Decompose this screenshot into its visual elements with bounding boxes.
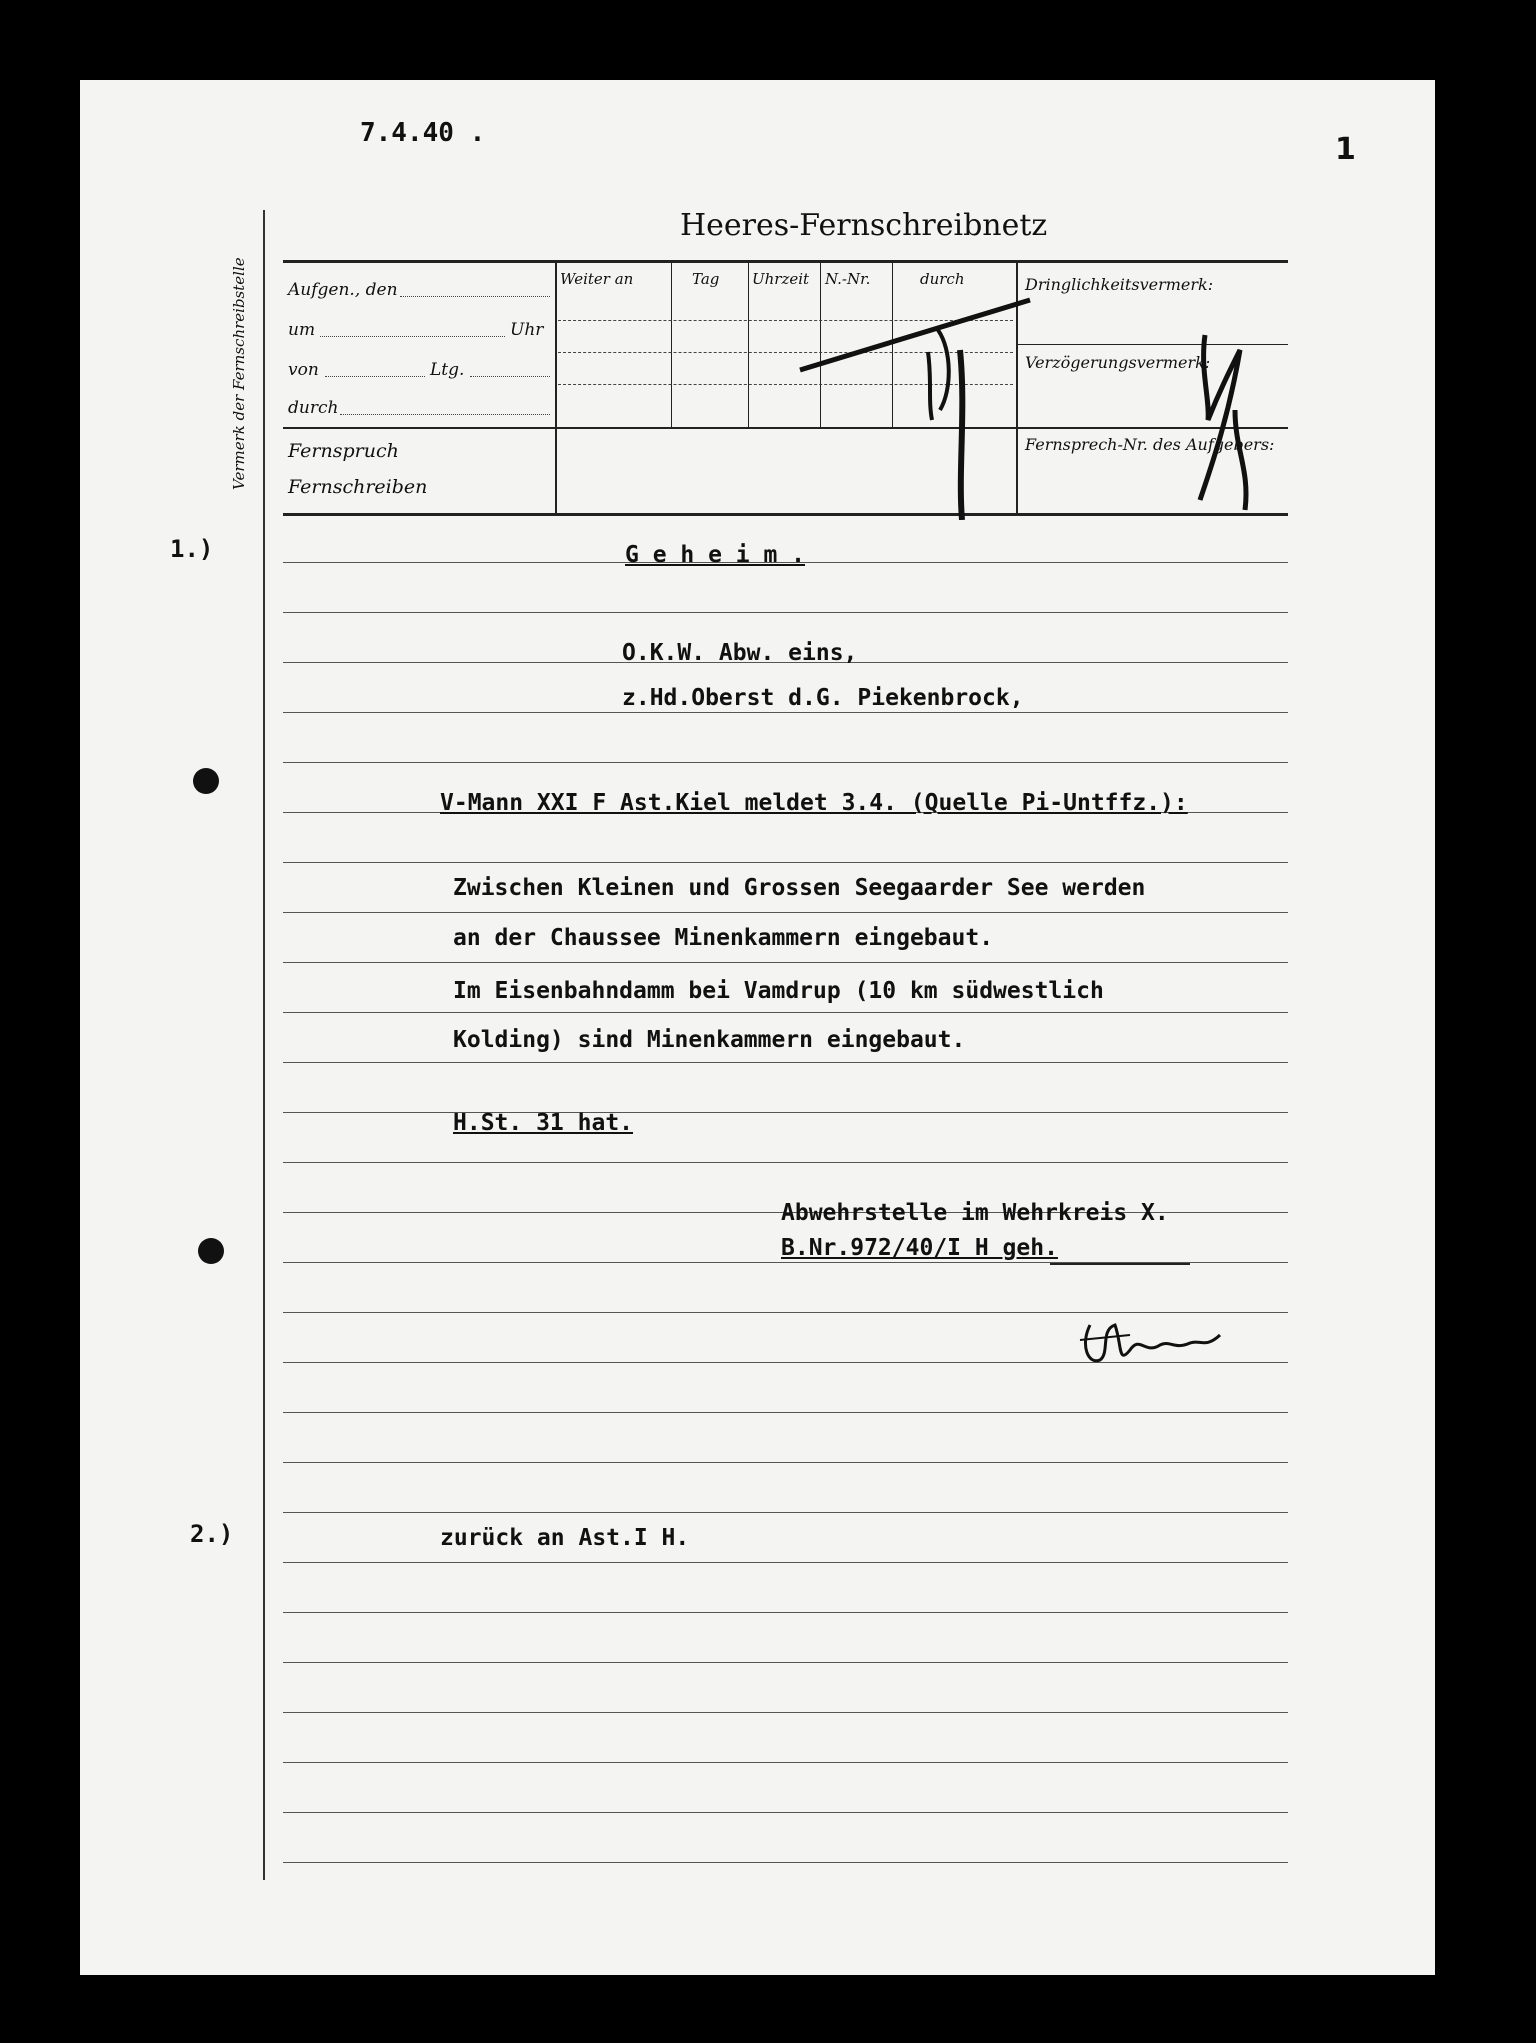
verzoegerung-label: Verzögerungsvermerk: bbox=[1025, 353, 1211, 372]
section-marker-one: 1.) bbox=[170, 535, 214, 563]
ltg-field bbox=[470, 376, 550, 377]
aufgen-label: Aufgen., den bbox=[288, 280, 398, 300]
ruled-line bbox=[283, 1112, 1288, 1113]
form-divider bbox=[671, 260, 672, 428]
durch-field bbox=[340, 414, 550, 415]
ruled-line bbox=[283, 1712, 1288, 1713]
digit-stroke bbox=[938, 330, 949, 410]
ruled-line bbox=[283, 1162, 1288, 1163]
fernschreiben-label: Fernschreiben bbox=[288, 476, 428, 498]
sender-line-1: Abwehrstelle im Wehrkreis X. bbox=[781, 1200, 1169, 1226]
ruled-line bbox=[283, 1612, 1288, 1613]
handwritten-marks bbox=[780, 260, 1340, 520]
signature-stroke bbox=[1085, 1325, 1220, 1361]
vertical-label: Vermerk der Fernschreibstelle bbox=[230, 257, 248, 490]
ruled-line bbox=[283, 612, 1288, 613]
document-page bbox=[80, 80, 1435, 1975]
ruled-line bbox=[283, 712, 1288, 713]
ruled-line bbox=[283, 1812, 1288, 1813]
signature bbox=[1070, 1305, 1250, 1385]
tag-header: Tag bbox=[692, 270, 720, 288]
punch-hole bbox=[198, 1238, 224, 1264]
form-divider bbox=[555, 260, 557, 515]
report-line-2: an der Chaussee Minenkammern eingebaut. bbox=[453, 925, 994, 951]
von-label: von bbox=[288, 360, 319, 380]
ltg-label: Ltg. bbox=[430, 360, 465, 380]
nr-header: N.-Nr. bbox=[825, 270, 871, 288]
ruled-line bbox=[283, 1512, 1288, 1513]
durch-header: durch bbox=[920, 270, 965, 288]
fernsprech-nr-label: Fernsprech-Nr. des Aufgebers: bbox=[1025, 435, 1275, 454]
uhrzeit-header: Uhrzeit bbox=[752, 270, 810, 288]
classification-heading: G e h e i m . bbox=[625, 542, 806, 568]
ruled-line bbox=[283, 1762, 1288, 1763]
sender-underline-extension bbox=[1050, 1263, 1190, 1265]
ruled-line bbox=[283, 1662, 1288, 1663]
report-line-3: Im Eisenbahndamm bei Vamdrup (10 km südwestlich bbox=[453, 978, 1104, 1004]
report-line-1: Zwischen Kleinen und Grossen Seegaarder See werden bbox=[453, 875, 1146, 901]
page-number: 1 bbox=[1335, 132, 1356, 167]
sender-line-2: B.Nr.972/40/I H geh. bbox=[781, 1235, 1058, 1261]
fernspruch-label: Fernspruch bbox=[288, 440, 399, 462]
dringlichkeit-label: Dringlichkeitsvermerk: bbox=[1025, 275, 1214, 294]
digit-stroke bbox=[928, 352, 932, 420]
ruled-line bbox=[283, 862, 1288, 863]
form-title: Heeres-Fernschreibnetz bbox=[680, 208, 1048, 243]
durch-label: durch bbox=[288, 398, 339, 418]
ruled-line bbox=[283, 1862, 1288, 1863]
ruled-line bbox=[283, 1562, 1288, 1563]
weiter-an-header: Weiter an bbox=[560, 270, 634, 288]
left-margin-line bbox=[263, 210, 265, 1880]
von-field bbox=[325, 376, 425, 377]
section-marker-two: 2.) bbox=[190, 1520, 234, 1548]
ruled-line bbox=[283, 762, 1288, 763]
report-heading: V-Mann XXI F Ast.Kiel meldet 3.4. (Quelle Pi-Untffz.): bbox=[440, 790, 1188, 816]
date-stamp: 7.4.40 . bbox=[360, 118, 486, 148]
ruled-line bbox=[283, 1412, 1288, 1413]
h-st-line: H.St. 31 hat. bbox=[453, 1110, 634, 1136]
ruled-line bbox=[283, 962, 1288, 963]
check-stroke bbox=[960, 350, 962, 520]
punch-hole bbox=[193, 768, 219, 794]
um-label: um bbox=[288, 320, 316, 340]
initials-stroke bbox=[1235, 410, 1246, 510]
strike-stroke bbox=[800, 300, 1030, 370]
addressee-line-2: z.Hd.Oberst d.G. Piekenbrock, bbox=[622, 685, 1024, 711]
ruled-line bbox=[283, 1062, 1288, 1063]
uhr-label: Uhr bbox=[510, 320, 544, 340]
form-divider bbox=[748, 260, 749, 428]
ruled-line bbox=[283, 1462, 1288, 1463]
um-field bbox=[320, 336, 505, 337]
report-line-4: Kolding) sind Minenkammern eingebaut. bbox=[453, 1027, 966, 1053]
addressee-line-1: O.K.W. Abw. eins, bbox=[622, 640, 858, 666]
ruled-line bbox=[283, 1012, 1288, 1013]
aufgen-field bbox=[400, 296, 550, 297]
return-line: zurück an Ast.I H. bbox=[440, 1525, 690, 1551]
ruled-line bbox=[283, 912, 1288, 913]
